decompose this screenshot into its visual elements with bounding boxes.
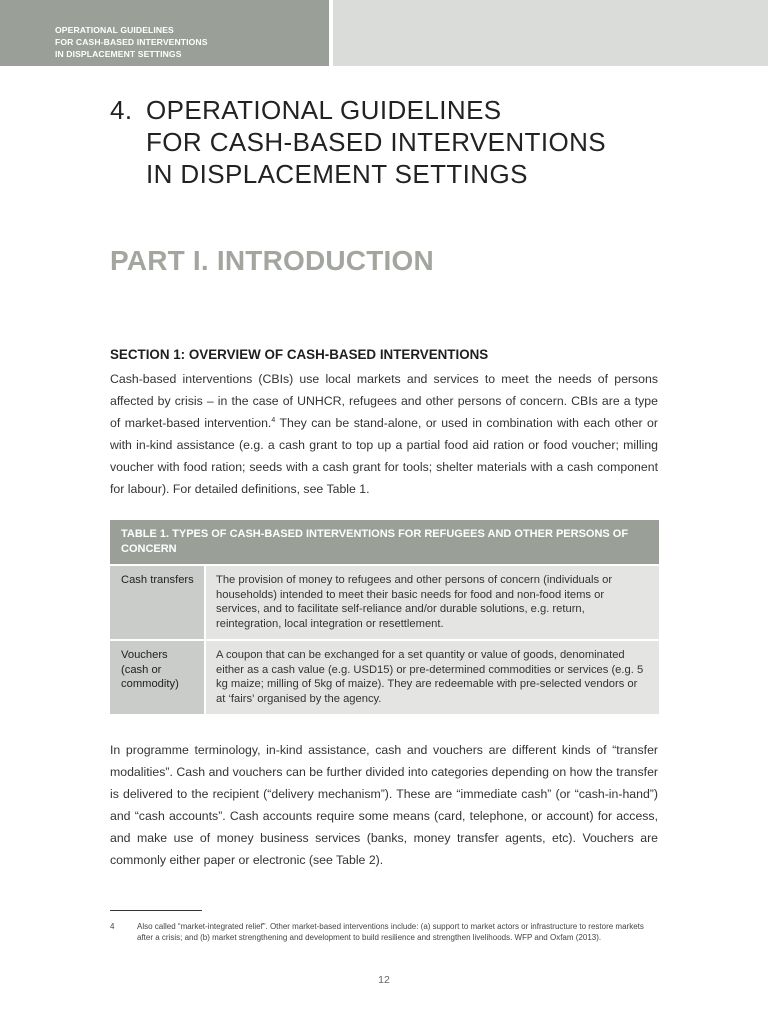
intro-paragraph <box>110 368 658 500</box>
intro-text: They can be stand-alone, or used in combination with each other or with in-kind assistance (e.g. a cash grant to top up a partial food aid ration or food voucher; milling voucher with food ration; seeds with a cash grant for tools; shelter materials with a cash component for labour). For detailed definitions, see Table 1. <box>110 416 658 496</box>
modalities-paragraph: In programme terminology, in-kind assistance, cash and vouchers are different kinds of “transfer modalities”. Cash and vouchers can be further divided into categories depending on how the transfer is delivered to the recipient (“delivery mechanism”). These are “immediate cash” (or “cash-in-hand”) and “cash accounts”. Cash accounts require some means (card, telephone, or account) for access, and make use of money business services (banks, money transfer agents, etc). Vouchers are commonly either paper or electronic (see Table 2). <box>110 743 658 867</box>
footnote-text: Also called “market-integrated relief”. Other market-based interventions include: (a) support to market actors or infrastructure to restore markets after a crisis; and (b) market strengthening and development to build resilience and strengthen livelihoods. WFP and Oxfam (2013). <box>137 922 644 942</box>
table-definition: The provision of money to refugees and other persons of concern (individuals or households) intended to meet their basic needs for food and non-food items or services, and to facilitate self-reliance and/or durable solutions, e.g. return, reintegration, local integration or resettlement. <box>205 565 659 640</box>
chapter-title-line: IN DISPLACEMENT SETTINGS <box>146 159 528 189</box>
chapter-title-line: OPERATIONAL GUIDELINES <box>146 95 502 125</box>
part-title: PART I. INTRODUCTION <box>110 245 434 276</box>
running-header-line: OPERATIONAL GUIDELINES <box>55 25 174 35</box>
footnote-divider <box>110 910 202 911</box>
cbi-types-table <box>110 520 659 714</box>
running-header-band <box>0 0 329 66</box>
table-title: TABLE 1. TYPES OF CASH-BASED INTERVENTIONS FOR REFUGEES AND OTHER PERSONS OF CONCERN <box>110 520 659 565</box>
table-definition: A coupon that can be exchanged for a set quantity or value of goods, denominated either as a cash value (e.g. USD15) or pre-determined commodities or services (e.g. 5 kg maize; milling of 5kg of maize). They are redeemable with pre-selected vendors or at ‘fairs’ organised by the agency. <box>205 640 659 714</box>
running-header <box>55 24 325 60</box>
chapter-title <box>110 94 670 190</box>
footnote-reference[interactable]: 4 <box>271 417 276 424</box>
chapter-number: 4. <box>110 95 133 125</box>
footnote <box>110 922 658 943</box>
page-number: 12 <box>378 974 390 986</box>
footnote-number: 4 <box>110 922 115 931</box>
running-header-line: FOR CASH-BASED INTERVENTIONS <box>55 37 208 47</box>
table-term: Cash transfers <box>110 565 205 640</box>
chapter-title-line: FOR CASH-BASED INTERVENTIONS <box>146 127 607 157</box>
section-title: SECTION 1: OVERVIEW OF CASH-BASED INTERVENTIONS <box>110 347 489 362</box>
table-term: Vouchers (cash or commodity) <box>110 640 205 714</box>
header-band-light <box>333 0 768 66</box>
running-header-line: IN DISPLACEMENT SETTINGS <box>55 49 182 59</box>
table-header-row <box>110 520 659 565</box>
table-row <box>110 640 659 714</box>
intro-text: Cash-based interventions (CBIs) use local markets and services to meet the needs of persons affected by crisis – in the case of UNHCR, refugees and other persons of concern. CBIs are a type of market-based intervention. <box>110 372 658 430</box>
table-row <box>110 565 659 640</box>
